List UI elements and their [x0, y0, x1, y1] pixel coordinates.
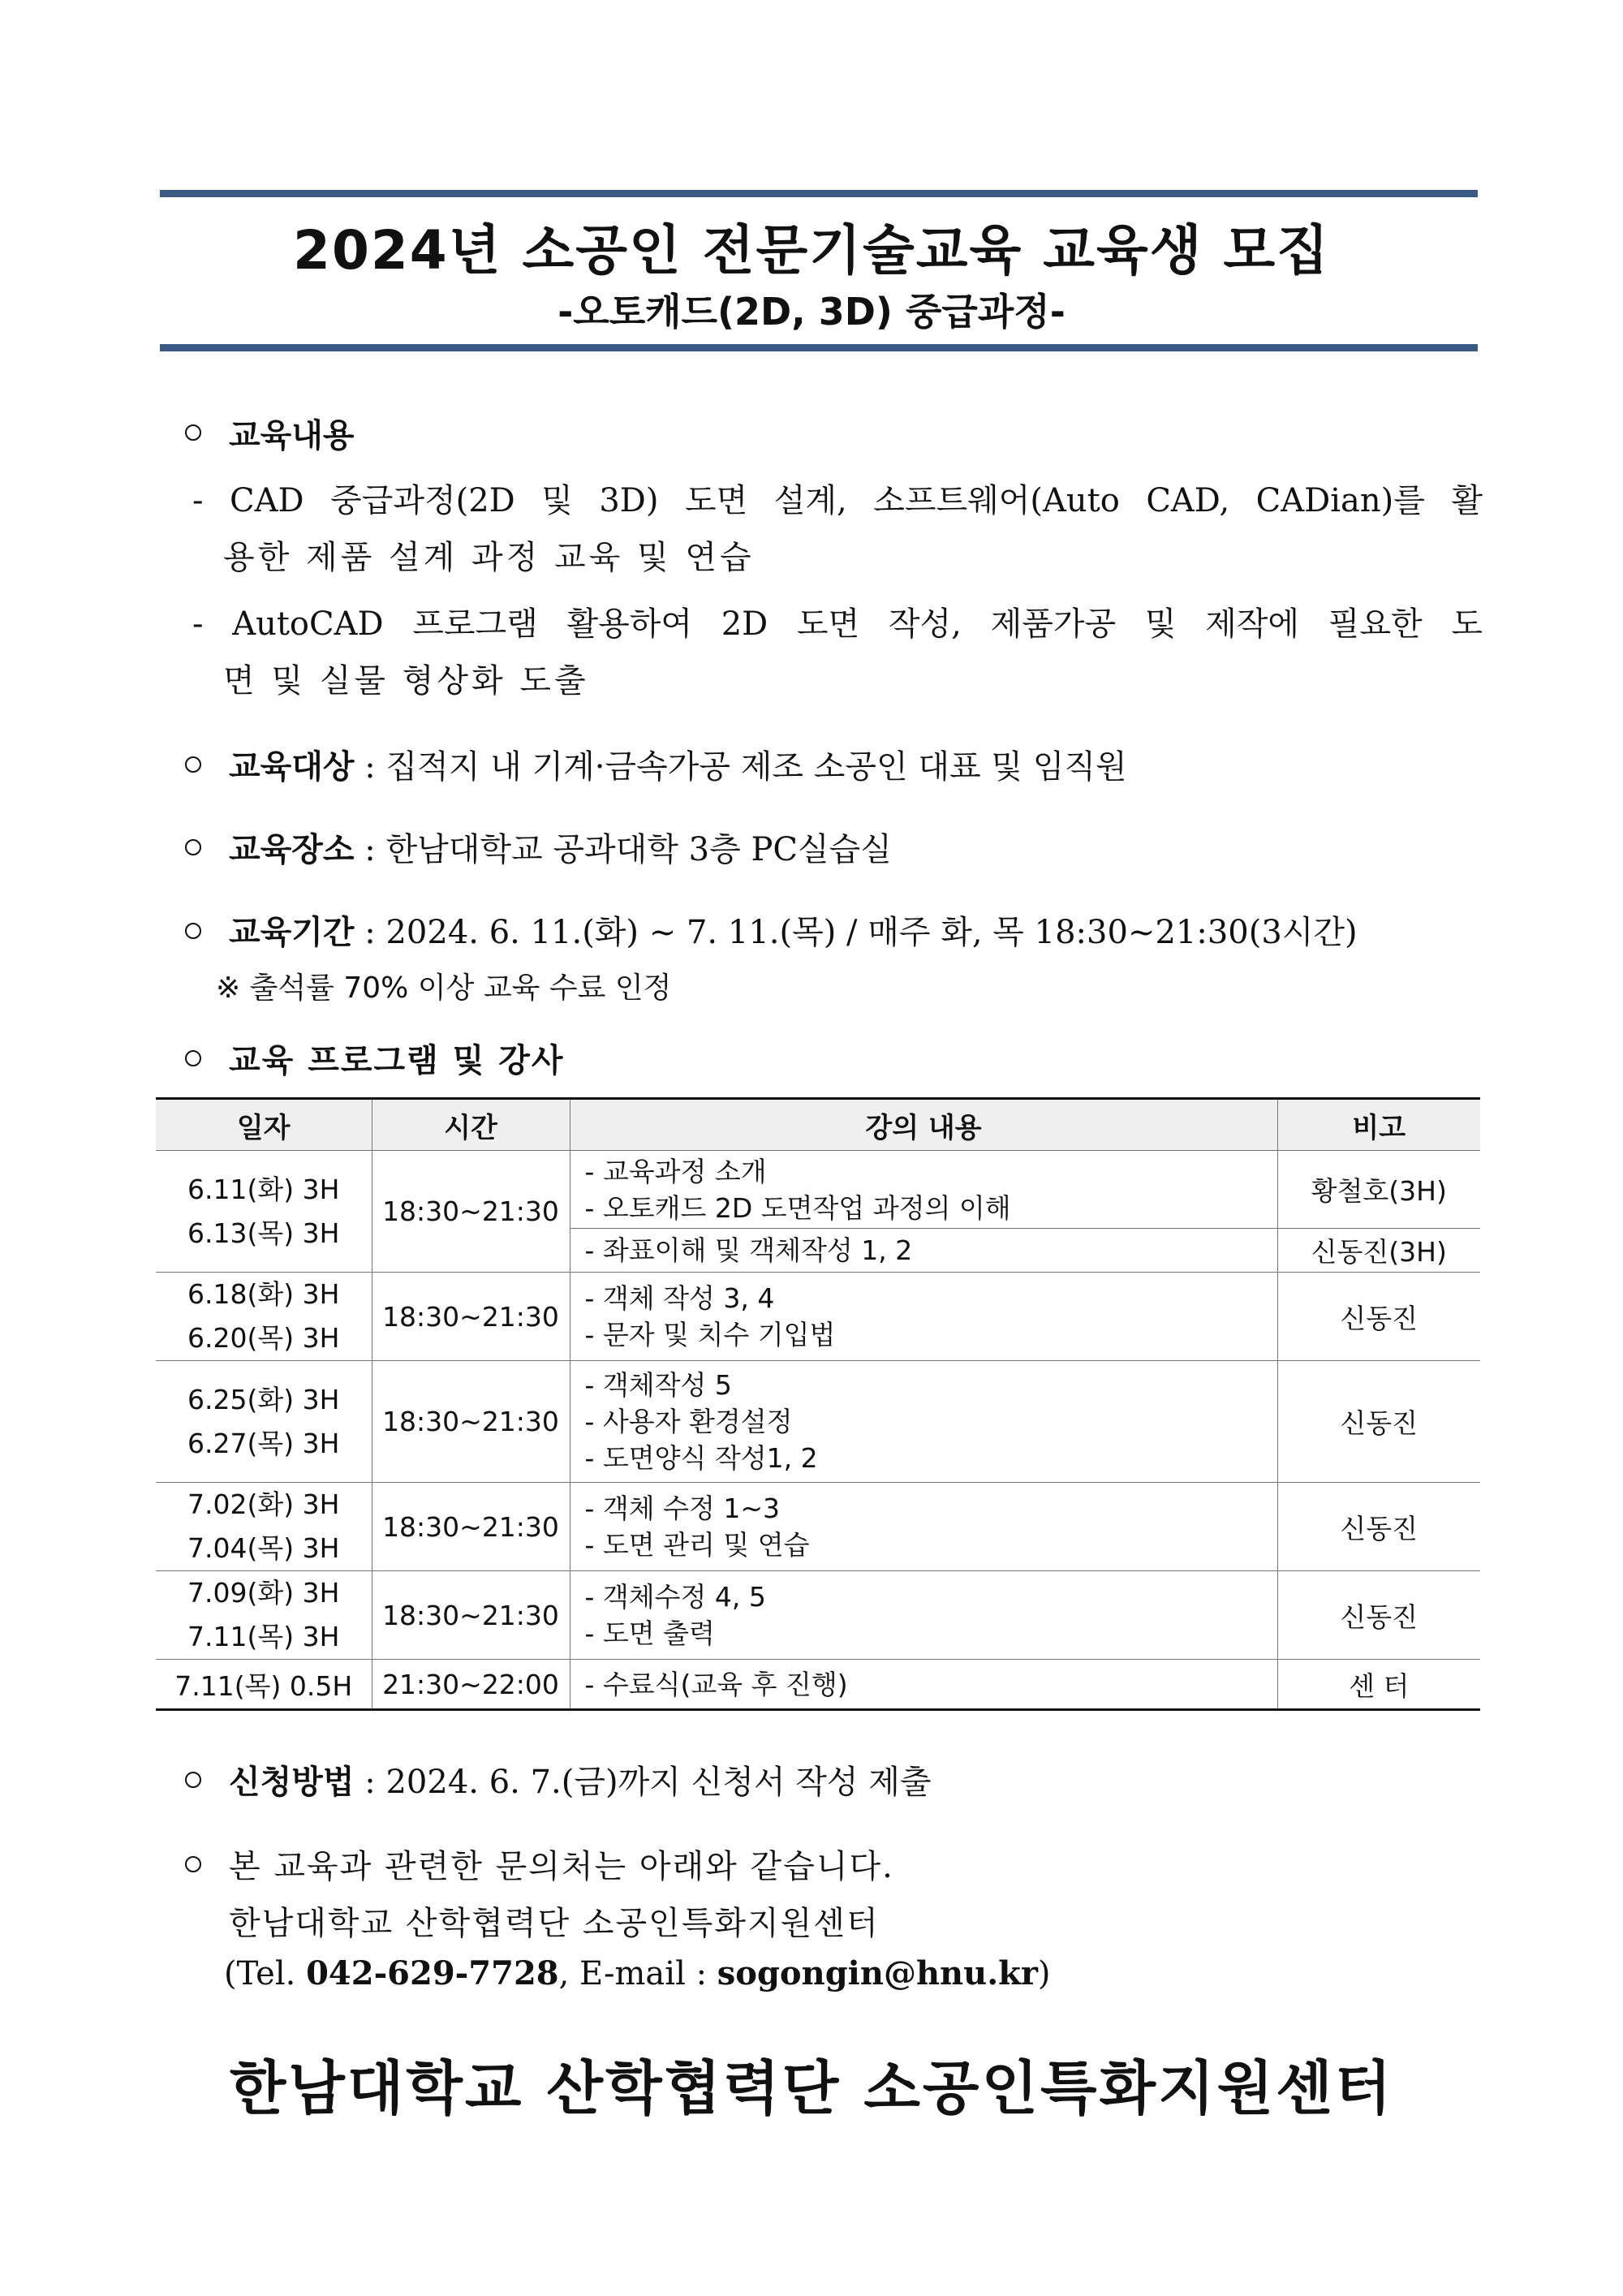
- content-cell: [570, 1151, 1277, 1229]
- page-title: 2024년 소공인 전문기술교육 교육생 모집: [293, 219, 1330, 282]
- email-prefix: , E-mail :: [558, 1955, 717, 1992]
- row-dates: [156, 1273, 372, 1361]
- content-cell: [570, 1660, 1277, 1710]
- footer-organization: 한남대학교 산학협력단 소공인특화지원센터: [229, 2054, 1394, 2122]
- bullet-circle-icon: [185, 756, 201, 773]
- row-dates: [156, 1571, 372, 1660]
- contact-line-3: [224, 1954, 1051, 1992]
- date-cell: 7.04(목) 3H: [187, 1532, 340, 1564]
- apply-label: 신청방법: [229, 1763, 355, 1801]
- table-row: [156, 1660, 1480, 1710]
- content-line: - 오토캐드 2D 도면작업 과정의 이해: [584, 1191, 1011, 1224]
- content-cell: [570, 1483, 1277, 1571]
- place-row: [229, 824, 892, 870]
- table-row: [156, 1273, 1480, 1361]
- content-cell: [570, 1571, 1277, 1660]
- top-rule: [160, 190, 1478, 197]
- bullet-circle-icon: [185, 1772, 201, 1788]
- place-value: : 한남대학교 공과대학 3층 PC실습실: [364, 831, 892, 868]
- date-cell: 7.11(목) 0.5H: [156, 1660, 372, 1710]
- time-cell: 18:30~21:30: [372, 1361, 570, 1483]
- target-row: [229, 741, 1127, 787]
- content-line: - 좌표이해 및 객체작성 1, 2: [584, 1234, 913, 1266]
- content-line: - 도면 출력: [584, 1618, 715, 1649]
- time-cell: 18:30~21:30: [372, 1273, 570, 1361]
- date-cell: 6.13(목) 3H: [187, 1217, 340, 1249]
- date-cell: 6.27(목) 3H: [187, 1427, 340, 1459]
- apply-row: [229, 1756, 932, 1803]
- content-heading: 교육내용: [229, 416, 355, 454]
- apply-value: : 2024. 6. 7.(금)까지 신청서 작성 제출: [364, 1764, 932, 1801]
- table-header-row: [156, 1099, 1480, 1151]
- header-time: 시간: [372, 1099, 570, 1151]
- instructor-cell: 신동진(3H): [1277, 1229, 1480, 1273]
- bullet-circle-icon: [185, 1050, 201, 1066]
- content-line: - 수료식(교육 후 진행): [584, 1668, 848, 1700]
- content-line: - 객체 수정 1~3: [584, 1493, 781, 1524]
- content-line: - 객체 작성 3, 4: [584, 1282, 775, 1314]
- contact-line-1: 본 교육과 관련한 문의처는 아래와 같습니다.: [229, 1848, 894, 1885]
- header-note: 비고: [1277, 1099, 1480, 1151]
- instructor-cell: 신동진: [1277, 1361, 1480, 1483]
- instructor-cell: 황철호(3H): [1277, 1151, 1480, 1229]
- time-cell: 21:30~22:00: [372, 1660, 570, 1710]
- header-content: 강의 내용: [570, 1099, 1277, 1151]
- contact-suffix: ): [1037, 1955, 1051, 1992]
- content-line: - 객체작성 5: [584, 1369, 732, 1401]
- bullet-circle-icon: [185, 1856, 201, 1872]
- contact-line-2: 한남대학교 산학협력단 소공인특화지원센터: [229, 1905, 880, 1942]
- content-line: - 사용자 환경설정: [584, 1406, 793, 1437]
- date-cell: 7.09(화) 3H: [187, 1577, 340, 1609]
- date-cell: 7.02(화) 3H: [187, 1488, 340, 1520]
- attendance-note: ※ 출석률 70% 이상 교육 수료 인정: [216, 971, 672, 1005]
- table-row: [156, 1361, 1480, 1483]
- content-cell: [570, 1273, 1277, 1361]
- table-row: [156, 1151, 1480, 1229]
- schedule-table: [156, 1097, 1480, 1711]
- time-cell: 18:30~21:30: [372, 1151, 570, 1273]
- target-label: 교육대상: [229, 747, 355, 786]
- date-cell: 6.18(화) 3H: [187, 1278, 340, 1310]
- instructor-cell: 신동진: [1277, 1273, 1480, 1361]
- content-line: - 도면양식 작성1, 2: [584, 1442, 818, 1474]
- tel-number: 042-629-7728: [306, 1954, 559, 1992]
- row-dates: [156, 1483, 372, 1571]
- instructor-cell: 센 터: [1277, 1660, 1480, 1710]
- email-address[interactable]: sogongin@hnu.kr: [717, 1954, 1038, 1992]
- content-bullet-1-line-2: 용한 제품 설계 과정 교육 및 연습: [223, 539, 755, 576]
- tel-prefix: (Tel.: [224, 1955, 307, 1992]
- content-line: - 문자 및 치수 기입법: [584, 1319, 836, 1350]
- target-value: : 집적지 내 기계·금속가공 제조 소공인 대표 및 임직원: [364, 748, 1127, 786]
- instructor-cell: 신동진: [1277, 1571, 1480, 1660]
- bottom-rule: [160, 344, 1478, 351]
- time-cell: 18:30~21:30: [372, 1571, 570, 1660]
- date-cell: 7.11(목) 3H: [187, 1621, 340, 1652]
- program-heading: 교육 프로그램 및 강사: [229, 1041, 565, 1079]
- period-label: 교육기간: [229, 913, 355, 951]
- bullet-circle-icon: [185, 839, 201, 855]
- date-cell: 6.20(목) 3H: [187, 1322, 340, 1354]
- content-bullet-2-line-2: 면 및 실물 형상화 도출: [223, 662, 589, 700]
- header-date: 일자: [156, 1099, 372, 1151]
- time-cell: 18:30~21:30: [372, 1483, 570, 1571]
- content-bullet-1-line-1: - CAD 중급과정(2D 및 3D) 도면 설계, 소프트웨어(Auto CAD, CADian)를 활: [192, 482, 1483, 519]
- content-cell: [570, 1361, 1277, 1483]
- date-cell: 6.11(화) 3H: [187, 1173, 340, 1205]
- content-bullet-2-line-1: - AutoCAD 프로그램 활용하여 2D 도면 작성, 제품가공 및 제작에 필요한 도: [192, 605, 1483, 643]
- bullet-circle-icon: [185, 424, 201, 441]
- table-row: [156, 1483, 1480, 1571]
- period-row: [229, 907, 1358, 953]
- content-line: - 도면 관리 및 연습: [584, 1529, 810, 1561]
- instructor-cell: 신동진: [1277, 1483, 1480, 1571]
- row-dates: [156, 1151, 372, 1273]
- bullet-circle-icon: [185, 923, 201, 939]
- content-line: - 객체수정 4, 5: [584, 1581, 766, 1613]
- date-cell: 6.25(화) 3H: [187, 1383, 340, 1415]
- place-label: 교육장소: [229, 830, 355, 868]
- content-cell: [570, 1229, 1277, 1273]
- row-dates: [156, 1361, 372, 1483]
- page-subtitle: -오토캐드(2D, 3D) 중급과정-: [558, 290, 1065, 334]
- period-value: : 2024. 6. 11.(화) ~ 7. 11.(목) / 매주 화, 목 18:30~21:30(3시간): [364, 914, 1358, 951]
- table-row: [156, 1571, 1480, 1660]
- content-line: - 교육과정 소개: [584, 1155, 767, 1187]
